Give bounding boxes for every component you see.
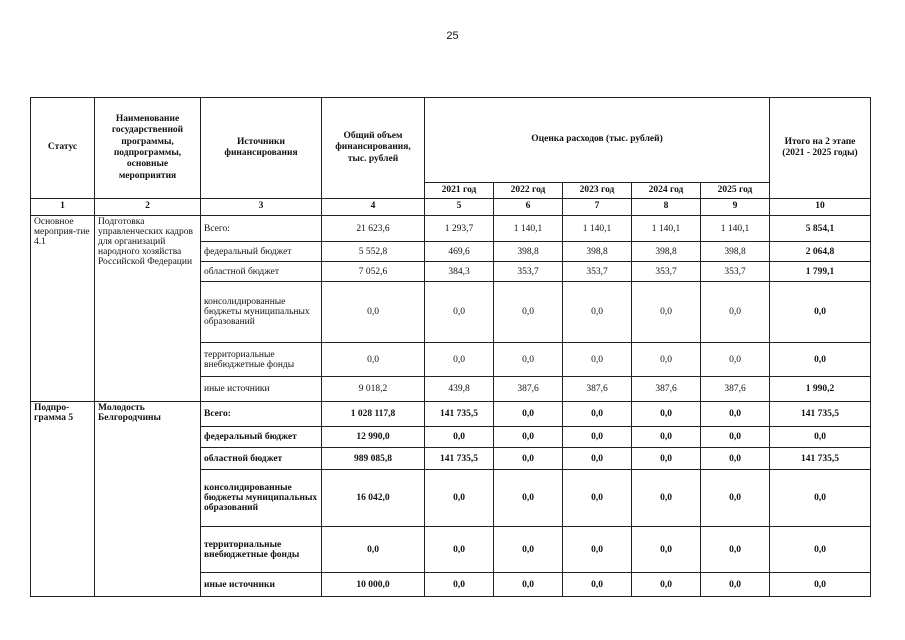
value-cell: 353,7 xyxy=(563,262,632,282)
value-cell: 0,0 xyxy=(701,573,770,597)
value-cell: 0,0 xyxy=(494,448,563,470)
value-cell: 0,0 xyxy=(632,427,701,448)
value-cell: 387,6 xyxy=(563,377,632,402)
value-cell: 0,0 xyxy=(563,448,632,470)
value-cell: 0,0 xyxy=(632,282,701,343)
value-cell: 353,7 xyxy=(494,262,563,282)
value-cell: 5 552,8 xyxy=(322,242,425,262)
source-cell: иные источники xyxy=(201,377,322,402)
value-cell: 0,0 xyxy=(563,527,632,573)
header-name: Наименование государственной программы, подпрограммы, основные мероприятия xyxy=(95,98,201,199)
source-cell: территориальные внебюджетные фонды xyxy=(201,527,322,573)
value-cell: 1 140,1 xyxy=(701,216,770,242)
header-estimate: Оценка расходов (тыс. рублей) xyxy=(425,98,770,183)
row-status: Подпро-грамма 5 xyxy=(31,402,95,597)
value-cell: 398,8 xyxy=(701,242,770,262)
value-cell: 21 623,6 xyxy=(322,216,425,242)
source-cell: территориальные внебюджетные фонды xyxy=(201,343,322,377)
value-cell: 0,0 xyxy=(563,427,632,448)
column-number: 9 xyxy=(701,199,770,216)
value-cell: 0,0 xyxy=(563,343,632,377)
value-cell: 0,0 xyxy=(632,343,701,377)
value-cell: 1 293,7 xyxy=(425,216,494,242)
value-cell: 353,7 xyxy=(701,262,770,282)
value-cell: 7 052,6 xyxy=(322,262,425,282)
financing-table xyxy=(30,97,871,597)
value-cell: 0,0 xyxy=(322,527,425,573)
value-cell: 0,0 xyxy=(632,402,701,427)
table-row xyxy=(31,402,871,427)
value-cell: 0,0 xyxy=(632,573,701,597)
stage-total-cell: 5 854,1 xyxy=(770,216,871,242)
source-cell: Всего: xyxy=(201,402,322,427)
value-cell: 0,0 xyxy=(701,448,770,470)
value-cell: 989 085,8 xyxy=(322,448,425,470)
column-number: 6 xyxy=(494,199,563,216)
value-cell: 0,0 xyxy=(494,282,563,343)
stage-total-cell: 1 990,2 xyxy=(770,377,871,402)
value-cell: 0,0 xyxy=(701,427,770,448)
row-status: Основное мероприя-тие 4.1 xyxy=(31,216,95,402)
column-number: 4 xyxy=(322,199,425,216)
value-cell: 0,0 xyxy=(632,470,701,527)
column-number: 1 xyxy=(31,199,95,216)
stage-total-cell: 1 799,1 xyxy=(770,262,871,282)
source-cell: консолидированные бюджеты муниципальных образований xyxy=(201,282,322,343)
value-cell: 0,0 xyxy=(425,573,494,597)
value-cell: 398,8 xyxy=(632,242,701,262)
header-source: Источники финансирования xyxy=(201,98,322,199)
value-cell: 0,0 xyxy=(494,427,563,448)
header-year-2023: 2023 год xyxy=(563,183,632,199)
value-cell: 398,8 xyxy=(563,242,632,262)
value-cell: 1 140,1 xyxy=(632,216,701,242)
stage-total-cell: 141 735,5 xyxy=(770,448,871,470)
value-cell: 0,0 xyxy=(701,470,770,527)
value-cell: 9 018,2 xyxy=(322,377,425,402)
value-cell: 0,0 xyxy=(425,427,494,448)
row-name: Молодость Белгородчины xyxy=(95,402,201,597)
source-cell: федеральный бюджет xyxy=(201,242,322,262)
value-cell: 0,0 xyxy=(494,470,563,527)
value-cell: 387,6 xyxy=(632,377,701,402)
value-cell: 398,8 xyxy=(494,242,563,262)
stage-total-cell: 0,0 xyxy=(770,573,871,597)
header-year-2024: 2024 год xyxy=(632,183,701,199)
value-cell: 0,0 xyxy=(632,527,701,573)
value-cell: 12 990,0 xyxy=(322,427,425,448)
column-number: 8 xyxy=(632,199,701,216)
stage-total-cell: 0,0 xyxy=(770,427,871,448)
stage-total-cell: 0,0 xyxy=(770,343,871,377)
value-cell: 0,0 xyxy=(701,343,770,377)
value-cell: 0,0 xyxy=(563,573,632,597)
column-number: 7 xyxy=(563,199,632,216)
value-cell: 0,0 xyxy=(701,527,770,573)
table-row xyxy=(31,216,871,242)
value-cell: 16 042,0 xyxy=(322,470,425,527)
value-cell: 0,0 xyxy=(322,343,425,377)
value-cell: 0,0 xyxy=(322,282,425,343)
header-year-2022: 2022 год xyxy=(494,183,563,199)
column-number: 3 xyxy=(201,199,322,216)
source-cell: областной бюджет xyxy=(201,262,322,282)
value-cell: 10 000,0 xyxy=(322,573,425,597)
column-number: 2 xyxy=(95,199,201,216)
source-cell: консолидированные бюджеты муниципальных образований xyxy=(201,470,322,527)
value-cell: 0,0 xyxy=(425,527,494,573)
value-cell: 387,6 xyxy=(701,377,770,402)
value-cell: 469,6 xyxy=(425,242,494,262)
value-cell: 384,3 xyxy=(425,262,494,282)
stage-total-cell: 0,0 xyxy=(770,282,871,343)
column-number: 10 xyxy=(770,199,871,216)
header-stage-total: Итого на 2 этапе (2021 - 2025 годы) xyxy=(770,98,871,199)
header-status: Статус xyxy=(31,98,95,199)
value-cell: 1 028 117,8 xyxy=(322,402,425,427)
stage-total-cell: 0,0 xyxy=(770,470,871,527)
header-total: Общий объем финансирования, тыс. рублей xyxy=(322,98,425,199)
value-cell: 0,0 xyxy=(425,343,494,377)
source-cell: федеральный бюджет xyxy=(201,427,322,448)
value-cell: 1 140,1 xyxy=(494,216,563,242)
source-cell: Всего: xyxy=(201,216,322,242)
value-cell: 141 735,5 xyxy=(425,448,494,470)
value-cell: 0,0 xyxy=(494,527,563,573)
value-cell: 0,0 xyxy=(563,470,632,527)
source-cell: иные источники xyxy=(201,573,322,597)
value-cell: 0,0 xyxy=(494,573,563,597)
value-cell: 0,0 xyxy=(563,402,632,427)
stage-total-cell: 0,0 xyxy=(770,527,871,573)
value-cell: 0,0 xyxy=(701,402,770,427)
value-cell: 0,0 xyxy=(425,470,494,527)
value-cell: 0,0 xyxy=(701,282,770,343)
value-cell: 439,8 xyxy=(425,377,494,402)
value-cell: 1 140,1 xyxy=(563,216,632,242)
header-year-2025: 2025 год xyxy=(701,183,770,199)
column-number: 5 xyxy=(425,199,494,216)
stage-total-cell: 2 064,8 xyxy=(770,242,871,262)
stage-total-cell: 141 735,5 xyxy=(770,402,871,427)
page-number: 25 xyxy=(446,30,459,42)
source-cell: областной бюджет xyxy=(201,448,322,470)
value-cell: 141 735,5 xyxy=(425,402,494,427)
value-cell: 0,0 xyxy=(494,402,563,427)
value-cell: 0,0 xyxy=(563,282,632,343)
header-year-2021: 2021 год xyxy=(425,183,494,199)
value-cell: 387,6 xyxy=(494,377,563,402)
row-name: Подготовка управленческих кадров для организаций народного хозяйства Российской Федерации xyxy=(95,216,201,402)
value-cell: 0,0 xyxy=(425,282,494,343)
value-cell: 0,0 xyxy=(632,448,701,470)
value-cell: 353,7 xyxy=(632,262,701,282)
value-cell: 0,0 xyxy=(494,343,563,377)
